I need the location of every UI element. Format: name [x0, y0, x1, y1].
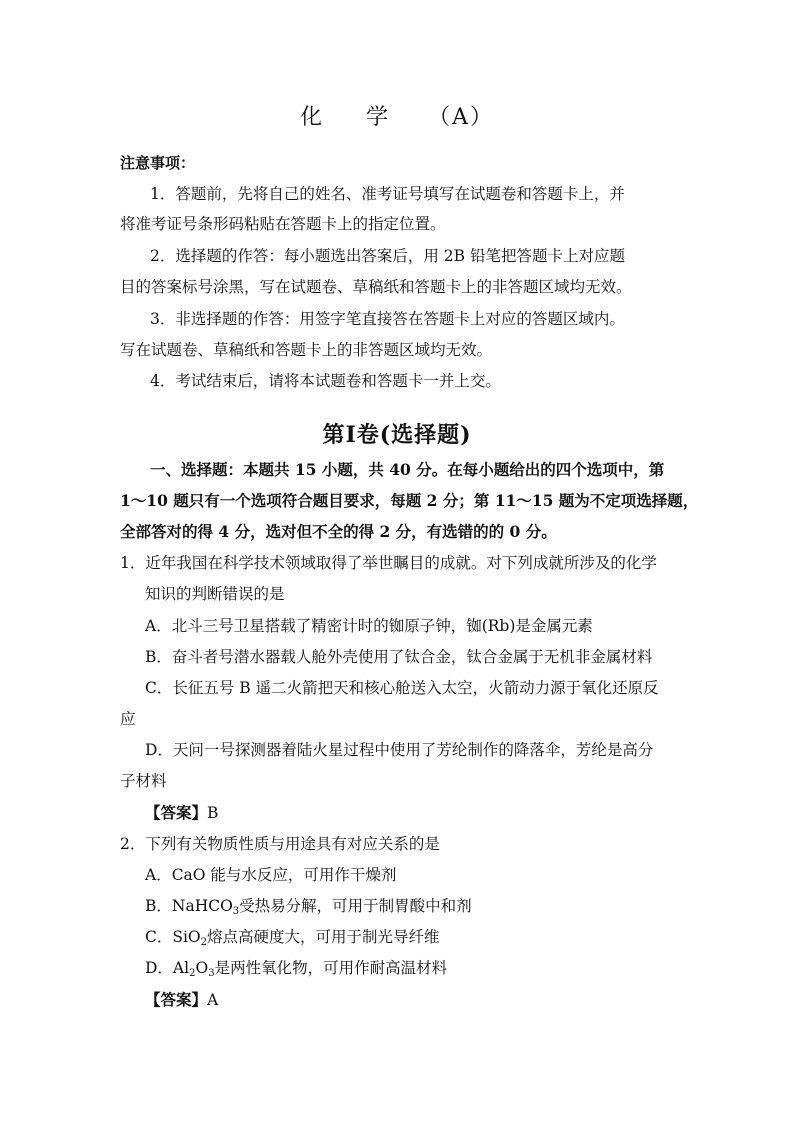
q1-option-b: B．奋斗者号潜水器载人舱外壳使用了钛合金，钛合金属于无机非金属材料	[145, 648, 653, 666]
section-title: 第Ⅰ卷(选择题)	[322, 422, 472, 448]
title-version: （A）	[428, 105, 494, 130]
q2-option-b-pre: B．NaHCO	[145, 897, 233, 915]
notice-item-2-line2: 目的答案标号涂黑，写在试题卷、草稿纸和答题卡上的非答题区域均无效。	[120, 278, 632, 296]
q1-option-c-line2: 应	[120, 710, 136, 728]
q2-option-a: A．CaO 能与水反应，可用作干燥剂	[145, 866, 397, 884]
title-subject-char2: 学	[366, 105, 391, 130]
q2-answer-value: A	[207, 991, 219, 1009]
q1-option-a: A．北斗三号卫星搭载了精密计时的铷原子钟，铷(Rb)是金属元素	[145, 617, 593, 635]
notice-item-2-line1: 2．选择题的作答：每小题选出答案后，用 2B 铅笔把答题卡上对应题	[150, 247, 625, 265]
q2-option-d	[145, 958, 447, 978]
q2-option-c	[145, 927, 440, 947]
q1-answer	[145, 803, 218, 823]
q2-option-d-mid: O	[195, 959, 209, 977]
q1-option-d-line1: D．天问一号探测器着陆火星过程中使用了芳纶制作的降落伞，芳纶是高分	[145, 741, 654, 759]
q2-option-b-sub: 3	[232, 906, 240, 917]
q2-option-b-post: 受热易分解，可用于制胃酸中和剂	[239, 897, 472, 915]
notice-item-3-line2: 写在试题卷、草稿纸和答题卡上的非答题区域均无效。	[120, 341, 493, 359]
notice-item-1-line2: 将准考证号条形码粘贴在答题卡上的指定位置。	[120, 215, 446, 233]
q2-option-c-sub: 2	[200, 937, 208, 948]
title-subject-char1: 化	[300, 105, 325, 130]
q2-option-d-sub2: 3	[208, 968, 215, 979]
q2-option-d-sub1: 2	[189, 968, 196, 979]
q2-option-d-post: 是两性氧化物，可用作耐高温材料	[214, 959, 448, 977]
q1-answer-value: B	[207, 804, 219, 822]
q1-stem-line1: 1．近年我国在科学技术领域取得了举世瞩目的成就。对下列成就所涉及的化学	[120, 554, 657, 572]
q1-option-d-line2: 子材料	[120, 772, 167, 790]
q1-option-c-line1: C．长征五号 B 遥二火箭把天和核心舱送入太空，火箭动力源于氧化还原反	[145, 679, 659, 697]
section-intro-line2: 1～10 题只有一个选项符合题目要求，每题 2 分；第 11～15 题为不定项选择题，	[120, 491, 699, 510]
q2-answer-label: 【答案】	[145, 990, 208, 1009]
section-intro-line1: 一、选择题：本题共 15 小题，共 40 分。在每小题给出的四个选项中，第	[150, 460, 665, 479]
q1-answer-label: 【答案】	[145, 803, 208, 822]
notice-item-4: 4．考试结束后，请将本试题卷和答题卡一并上交。	[150, 372, 501, 390]
notice-heading: 注意事项：	[120, 154, 196, 172]
q2-stem: 2．下列有关物质性质与用途具有对应关系的是	[120, 835, 440, 853]
page-title	[0, 100, 794, 131]
q2-answer	[145, 990, 218, 1010]
q2-option-c-post: 熔点高硬度大，可用于制光导纤维	[207, 928, 440, 946]
q1-stem-line2: 知识的判断错误的是	[145, 585, 285, 603]
notice-item-3-line1: 3．非选择题的作答：用签字笔直接答在答题卡上对应的答题区域内。	[150, 310, 625, 328]
q2-option-c-pre: C．SiO	[145, 928, 201, 946]
notice-item-1-line1: 1．答题前，先将自己的姓名、准考证号填写在试题卷和答题卡上，并	[150, 185, 625, 203]
q2-option-b	[145, 896, 472, 916]
section-intro-line3: 全部答对的得 4 分，选对但不全的得 2 分，有选错的的 0 分。	[120, 522, 557, 541]
q2-option-d-pre: D．Al	[145, 959, 190, 977]
